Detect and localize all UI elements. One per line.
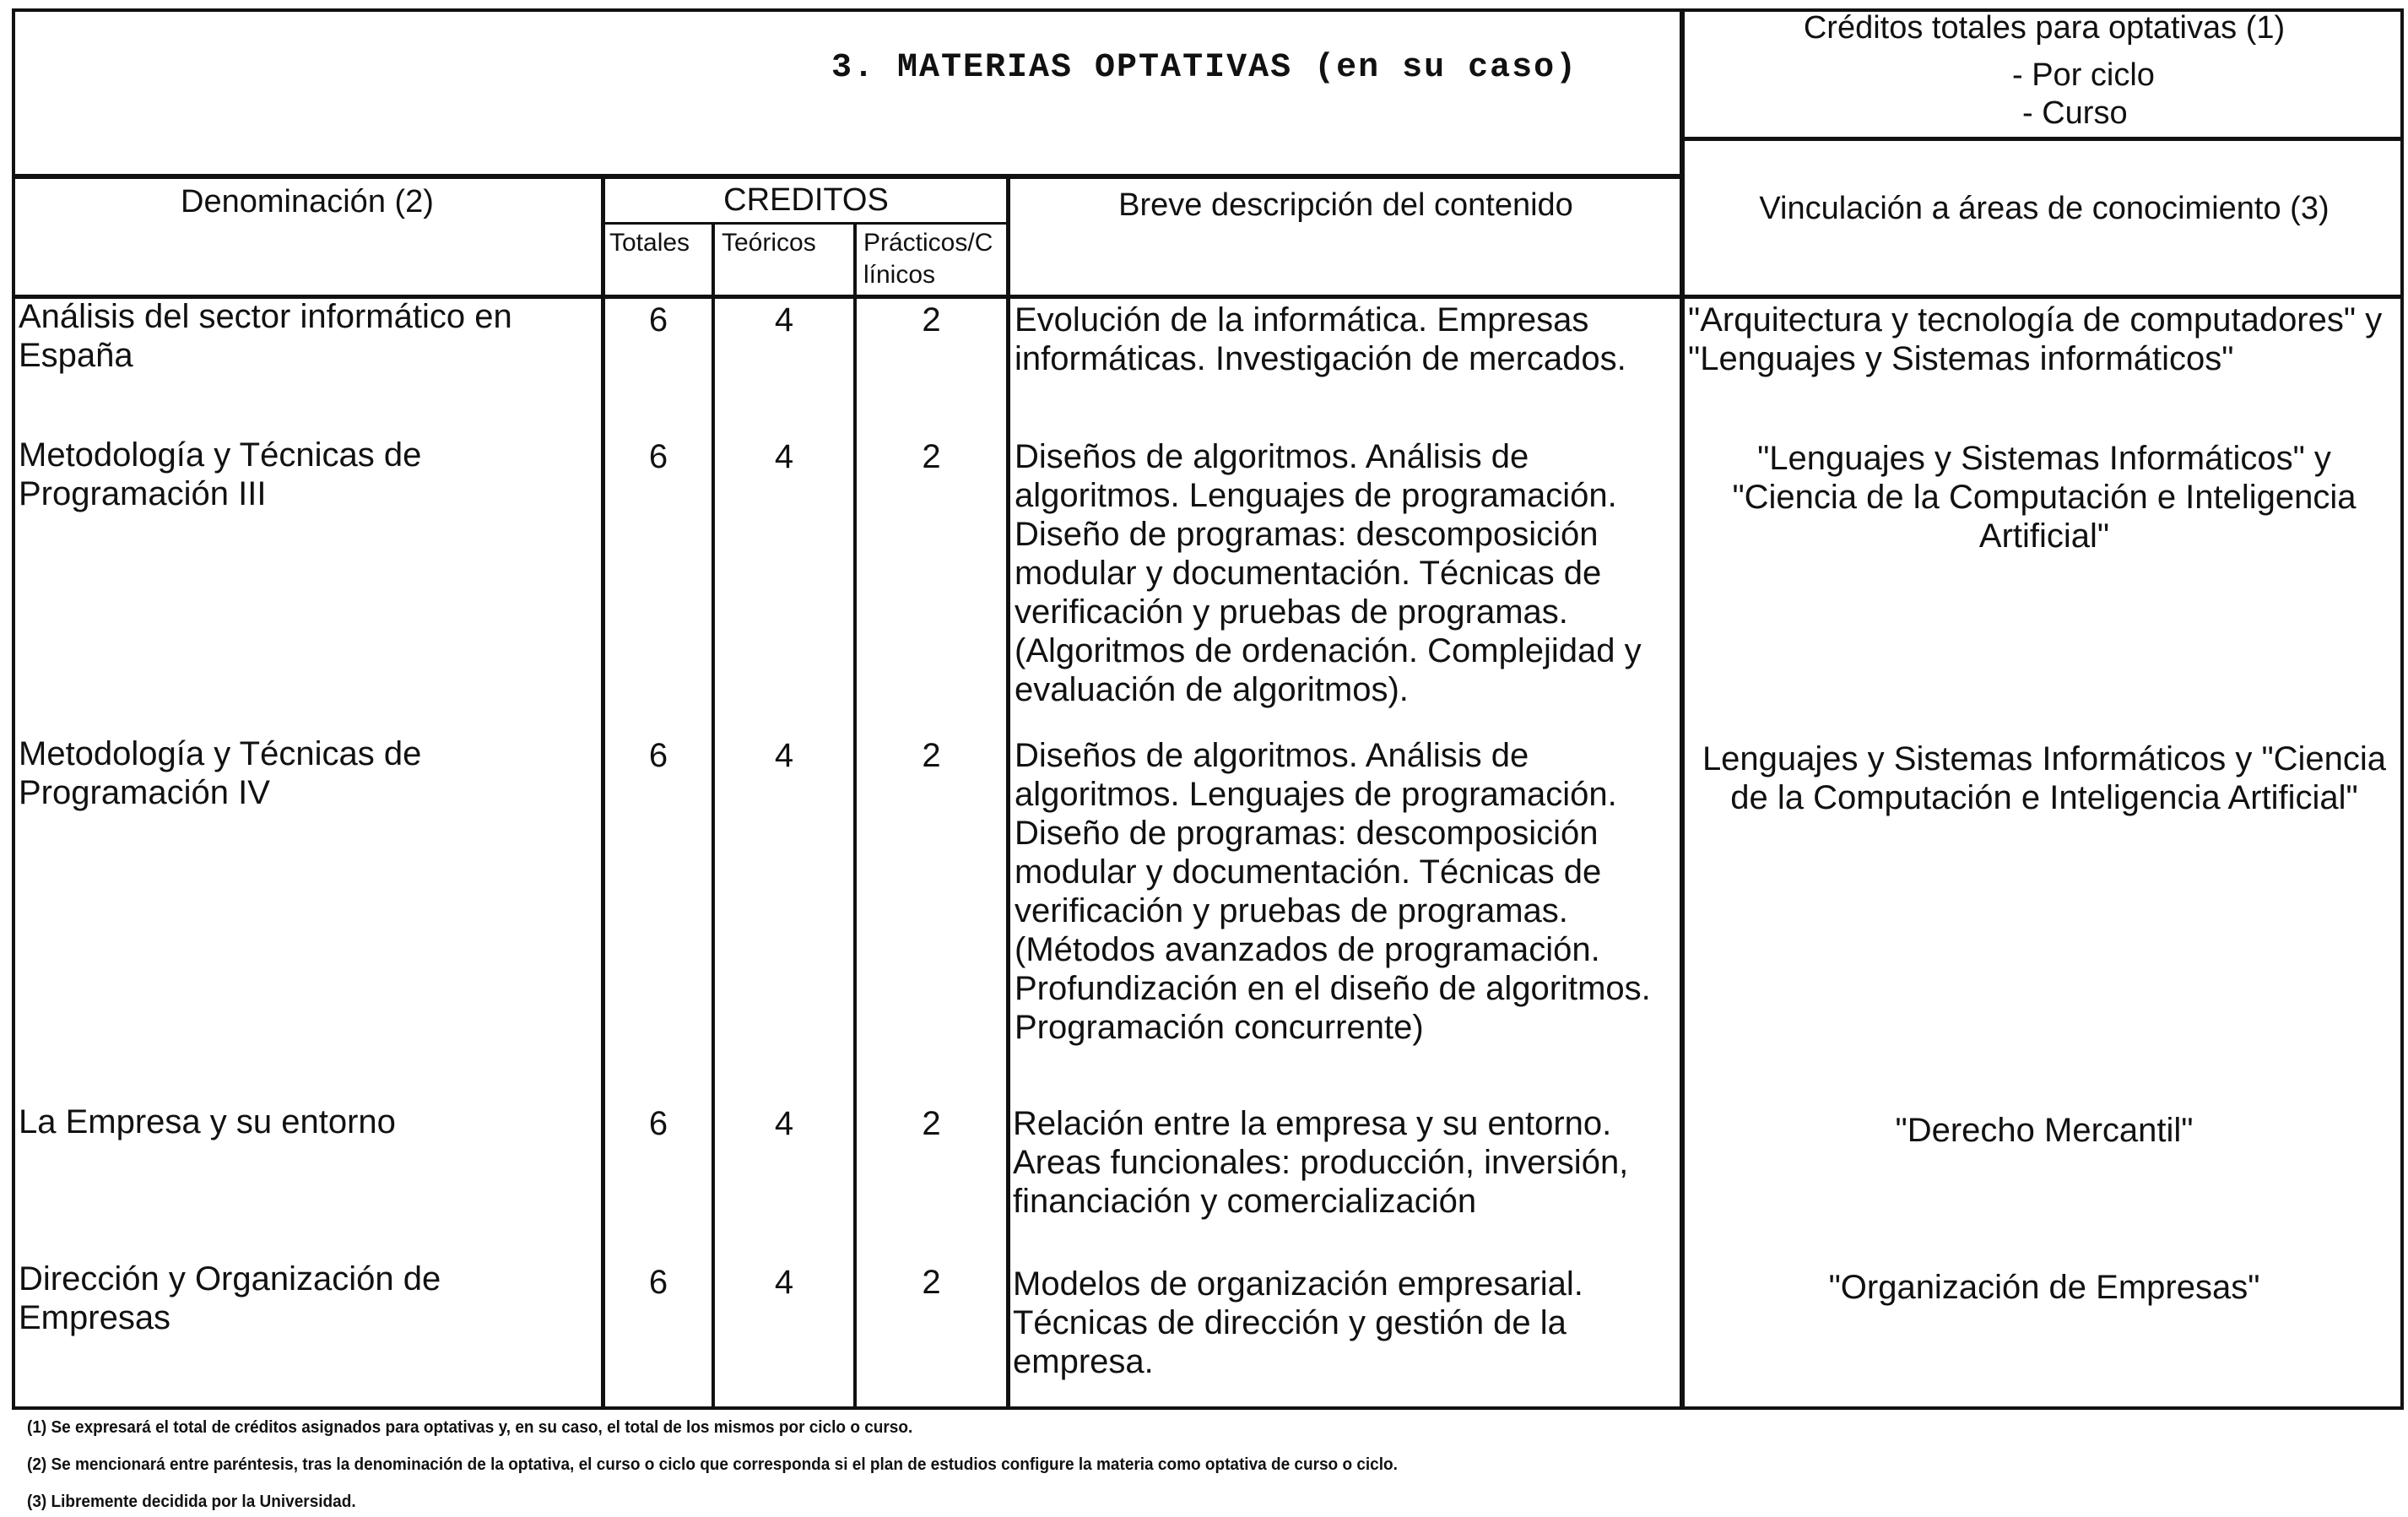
credits-box-bottom-line: [1683, 137, 2404, 141]
row-3-totales: 6: [648, 737, 668, 774]
footnote-2: (2) Se mencionará entre paréntesis, tras la denominación de la optativa, el curso o ciclo que corresponda si el plan de estudios configure la materia como optativa de curso o ciclo.: [27, 1455, 1398, 1474]
row-3-teoricos: 4: [774, 737, 794, 774]
row-4-name: La Empresa y su entorno: [19, 1103, 396, 1140]
creditos-totales-label: Créditos totales para optativas (1): [1803, 10, 2286, 46]
row-4-areas: "Derecho Mercantil": [1895, 1112, 2194, 1149]
section-title: 3. MATERIAS OPTATIVAS (en su caso): [831, 49, 1578, 87]
row-1-areas: "Arquitectura y tecnología de computadores" y "Lenguajes y Sistemas informáticos": [1688, 301, 2383, 377]
footnote-1: (1) Se expresará el total de créditos asignados para optativas y, en su caso, el total de los mismos por ciclo o curso.: [27, 1418, 913, 1437]
row-5-totales: 6: [648, 1264, 668, 1301]
row-5-description: Modelos de organización empresarial. Técnicas de dirección y gestión de la empresa.: [1013, 1265, 1583, 1380]
row-5-name: Dirección y Organización de Empresas: [19, 1260, 441, 1336]
row-1-practicos: 2: [922, 301, 941, 339]
col-vinculacion: Vinculación a áreas de conocimiento (3): [1759, 191, 2330, 226]
col-totales: Totales: [609, 229, 690, 257]
col-descripcion: Breve descripción del contenido: [1118, 187, 1573, 223]
col-teoricos: Teóricos: [722, 229, 816, 257]
col-denominacion: Denominación (2): [181, 184, 434, 219]
row-3-practicos: 2: [922, 737, 941, 774]
row-5-areas: "Organización de Empresas": [1828, 1269, 2260, 1306]
row-2-areas: "Lenguajes y Sistemas Informáticos" y "Ciencia de la Computación e Inteligencia Artificial": [1732, 440, 2357, 555]
row-5-teoricos: 4: [774, 1264, 794, 1301]
row-3-description: Diseños de algoritmos. Análisis de algoritmos. Lenguajes de programación. Diseño de programas: descomposición modular y documentación. Técnicas de verificación y pruebas de programas. (Métodos avanzados de programación. Profundización en el diseño de algoritmos. Programación concurrente): [1015, 737, 1651, 1046]
row-1-totales: 6: [648, 301, 668, 339]
footnote-3: (3) Libremente decidida por la Universidad.: [27, 1493, 356, 1511]
row-2-name: Metodología y Técnicas de Programación III: [19, 436, 422, 512]
curso-label: - Curso: [2022, 95, 2128, 131]
row-4-practicos: 2: [922, 1105, 941, 1142]
row-4-description: Relación entre la empresa y su entorno. Areas funcionales: producción, inversión, financiación y comercialización: [1013, 1105, 1629, 1220]
row-5-practicos: 2: [922, 1264, 941, 1301]
row-1-description: Evolución de la informática. Empresas informáticas. Investigación de mercados.: [1015, 301, 1626, 377]
row-4-teoricos: 4: [774, 1105, 794, 1142]
col-practicos-line2: línicos: [863, 261, 936, 289]
row-3-name: Metodología y Técnicas de Programación IV: [19, 735, 422, 811]
row-2-description: Diseños de algoritmos. Análisis de algoritmos. Lenguajes de programación. Diseño de programas: descomposición modular y documentación. Técnicas de verificación y pruebas de programas. (Algoritmos de ordenación. Complejidad y evaluación de algoritmos).: [1015, 438, 1642, 708]
col-creditos: CREDITOS: [723, 182, 889, 218]
row-3-areas: Lenguajes y Sistemas Informáticos y "Ciencia de la Computación e Inteligencia Artificial": [1702, 740, 2387, 816]
row-1-name: Análisis del sector informático en España: [19, 298, 512, 374]
row-2-practicos: 2: [922, 438, 941, 475]
por-ciclo-label: - Por ciclo: [2012, 57, 2155, 93]
header-bottom-line: [12, 174, 1683, 179]
col-practicos-line1: Prácticos/C: [863, 229, 993, 257]
row-2-teoricos: 4: [774, 438, 794, 475]
col-line-4: [1006, 177, 1010, 1410]
col-line-3: [853, 222, 857, 1410]
row-2-totales: 6: [648, 438, 668, 475]
col-line-2: [712, 222, 715, 1410]
row-4-totales: 6: [648, 1105, 668, 1142]
col-line-1: [601, 177, 605, 1410]
creditos-group-line: [604, 222, 1008, 225]
row-1-teoricos: 4: [774, 301, 794, 339]
